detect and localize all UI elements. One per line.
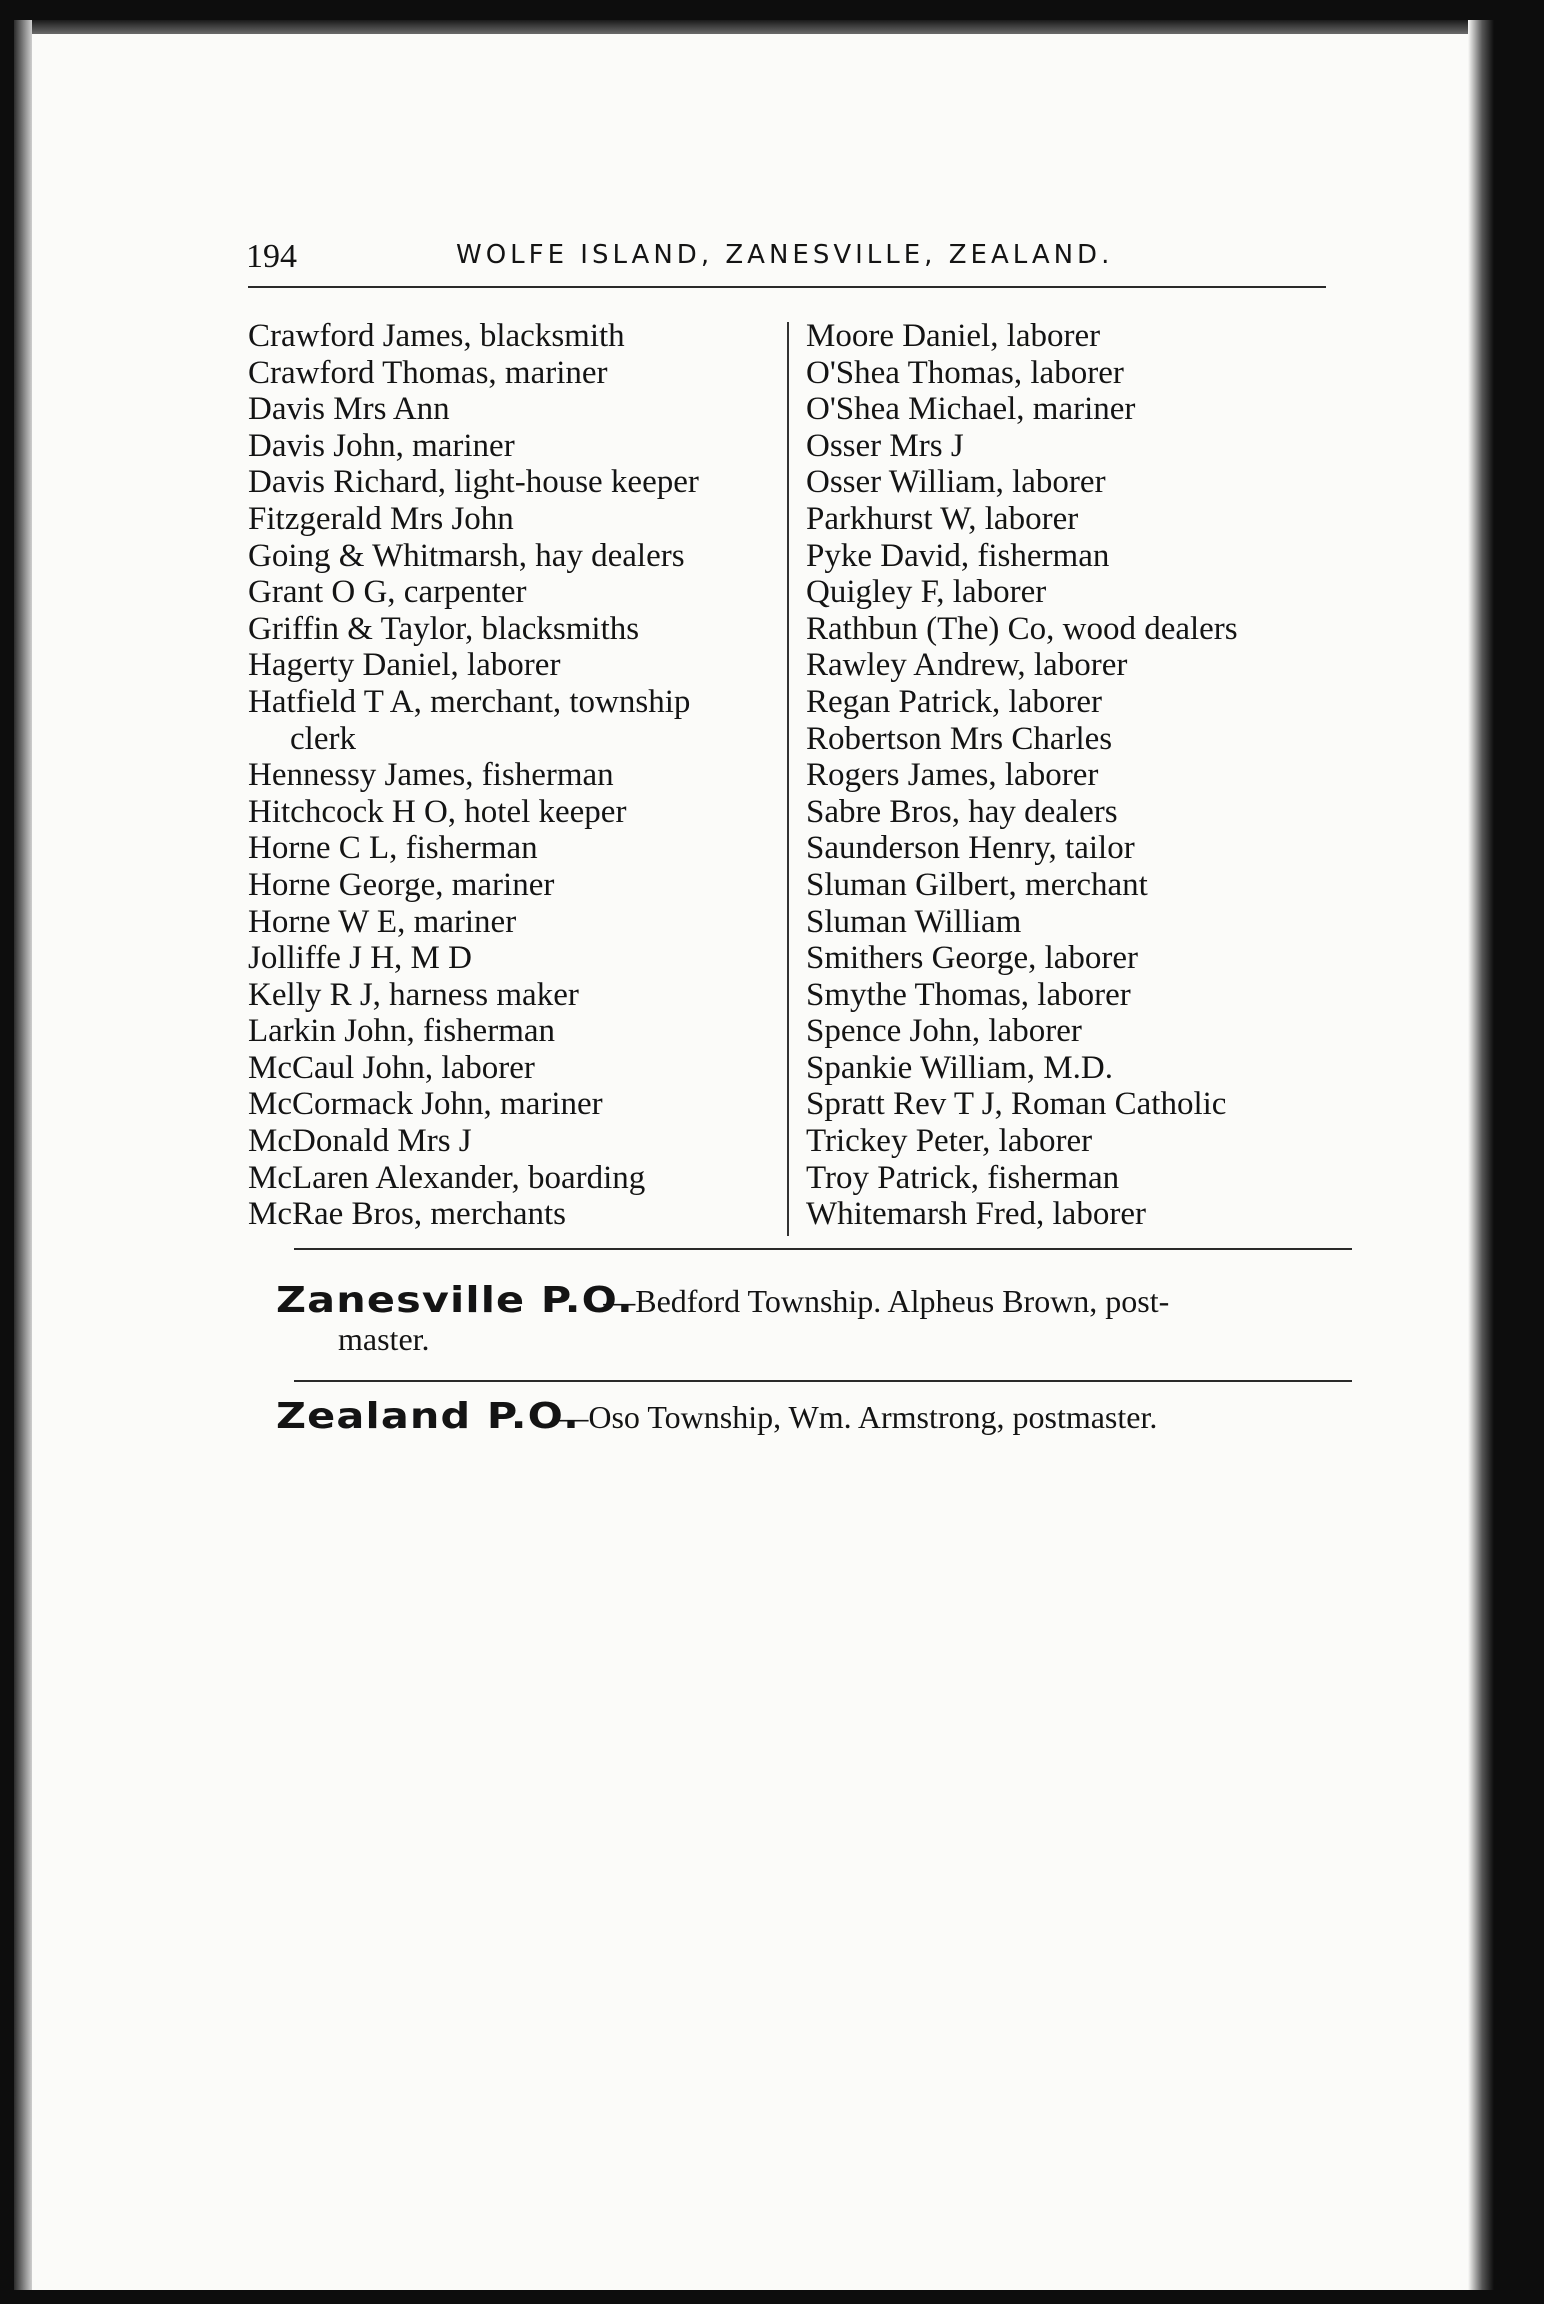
list-item: Smithers George, laborer — [806, 940, 1139, 977]
list-item: Horne C L, fisherman — [248, 830, 538, 867]
list-item: Parkhurst W, laborer — [806, 500, 1079, 537]
post-office-details: —Oso Township, Wm. Armstrong, postmaster. — [556, 1399, 1158, 1435]
post-office-zealand — [276, 1398, 1336, 1436]
list-item: Griffin & Taylor, blacksmiths — [248, 610, 640, 647]
list-item: McCaul John, laborer — [248, 1049, 535, 1086]
list-item: Hatfield T A, merchant, township — [248, 683, 691, 720]
scan-right-gutter — [1468, 20, 1494, 2290]
section-rule-1 — [294, 1248, 1352, 1250]
scan-left-gutter — [14, 20, 32, 2290]
list-item: Hagerty Daniel, laborer — [248, 647, 561, 684]
list-item: Saunderson Henry, tailor — [806, 830, 1135, 867]
list-item: Kelly R J, harness maker — [248, 976, 579, 1013]
list-item: McDonald Mrs J — [248, 1123, 472, 1160]
list-item: Sluman Gilbert, merchant — [806, 866, 1148, 903]
list-item: Hitchcock H O, hotel keeper — [248, 793, 627, 830]
scan-top-edge — [14, 20, 1494, 34]
list-item: McLaren Alexander, boarding — [248, 1159, 646, 1196]
list-item: Spence John, laborer — [806, 1013, 1082, 1050]
list-item: Sabre Bros, hay dealers — [806, 793, 1118, 830]
post-office-zanesville — [276, 1282, 1336, 1358]
left-column — [248, 318, 808, 1233]
post-office-details-continued: master. — [338, 1321, 430, 1357]
list-item: Spankie William, M.D. — [806, 1049, 1113, 1086]
list-item: Moore Daniel, laborer — [806, 318, 1101, 354]
list-item: McCormack John, mariner — [248, 1086, 603, 1123]
list-item: O'Shea Michael, mariner — [806, 391, 1136, 428]
right-column — [806, 318, 1366, 1233]
list-item: Horne W E, mariner — [248, 903, 517, 940]
list-item: Osser Mrs J — [806, 427, 964, 464]
list-item: Spratt Rev T J, Roman Catholic — [806, 1086, 1227, 1123]
list-item: Going & Whitmarsh, hay dealers — [248, 537, 685, 574]
list-item: Horne George, mariner — [248, 866, 555, 903]
list-item: Larkin John, fisherman — [248, 1013, 556, 1050]
post-office-name: Zanesville P.O. — [276, 1280, 634, 1321]
list-item: Davis John, mariner — [248, 427, 515, 464]
list-item: Robertson Mrs Charles — [806, 720, 1113, 757]
list-item: Osser William, laborer — [806, 464, 1106, 501]
list-item: Pyke David, fisherman — [806, 537, 1110, 574]
post-office-details: —Bedford Township. Alpheus Brown, post- — [603, 1283, 1170, 1319]
list-item: Hennessy James, fisherman — [248, 757, 614, 794]
list-item: McRae Bros, merchants — [248, 1196, 566, 1233]
page-number: 194 — [246, 238, 297, 275]
post-office-name: Zealand P.O. — [276, 1396, 580, 1437]
list-item: Quigley F, laborer — [806, 574, 1047, 611]
list-item: Davis Richard, light-house keeper — [248, 464, 699, 501]
list-item: O'Shea Thomas, laborer — [806, 354, 1124, 391]
list-item: Sluman William — [806, 903, 1022, 940]
list-item: Jolliffe J H, M D — [248, 940, 472, 977]
column-divider — [787, 322, 789, 1236]
list-item: Smythe Thomas, laborer — [806, 976, 1131, 1013]
running-head: WOLFE ISLAND, ZANESVILLE, ZEALAND. — [456, 240, 1114, 270]
list-item: Troy Patrick, fisherman — [806, 1159, 1120, 1196]
list-item: Rogers James, laborer — [806, 757, 1099, 794]
list-item: Crawford Thomas, mariner — [248, 354, 608, 391]
page-header — [246, 232, 1326, 284]
header-rule — [248, 286, 1326, 288]
list-item: Davis Mrs Ann — [248, 391, 450, 428]
list-item: Rathbun (The) Co, wood dealers — [806, 610, 1238, 647]
list-item: Grant O G, carpenter — [248, 574, 527, 611]
list-item: Whitemarsh Fred, laborer — [806, 1196, 1146, 1233]
list-item: Crawford James, blacksmith — [248, 318, 625, 354]
list-item: Trickey Peter, laborer — [806, 1123, 1093, 1160]
list-item-continuation: clerk — [290, 720, 356, 757]
list-item: Rawley Andrew, laborer — [806, 647, 1128, 684]
list-item: Fitzgerald Mrs John — [248, 500, 514, 537]
list-item: Regan Patrick, laborer — [806, 683, 1102, 720]
section-rule-2 — [294, 1380, 1352, 1382]
